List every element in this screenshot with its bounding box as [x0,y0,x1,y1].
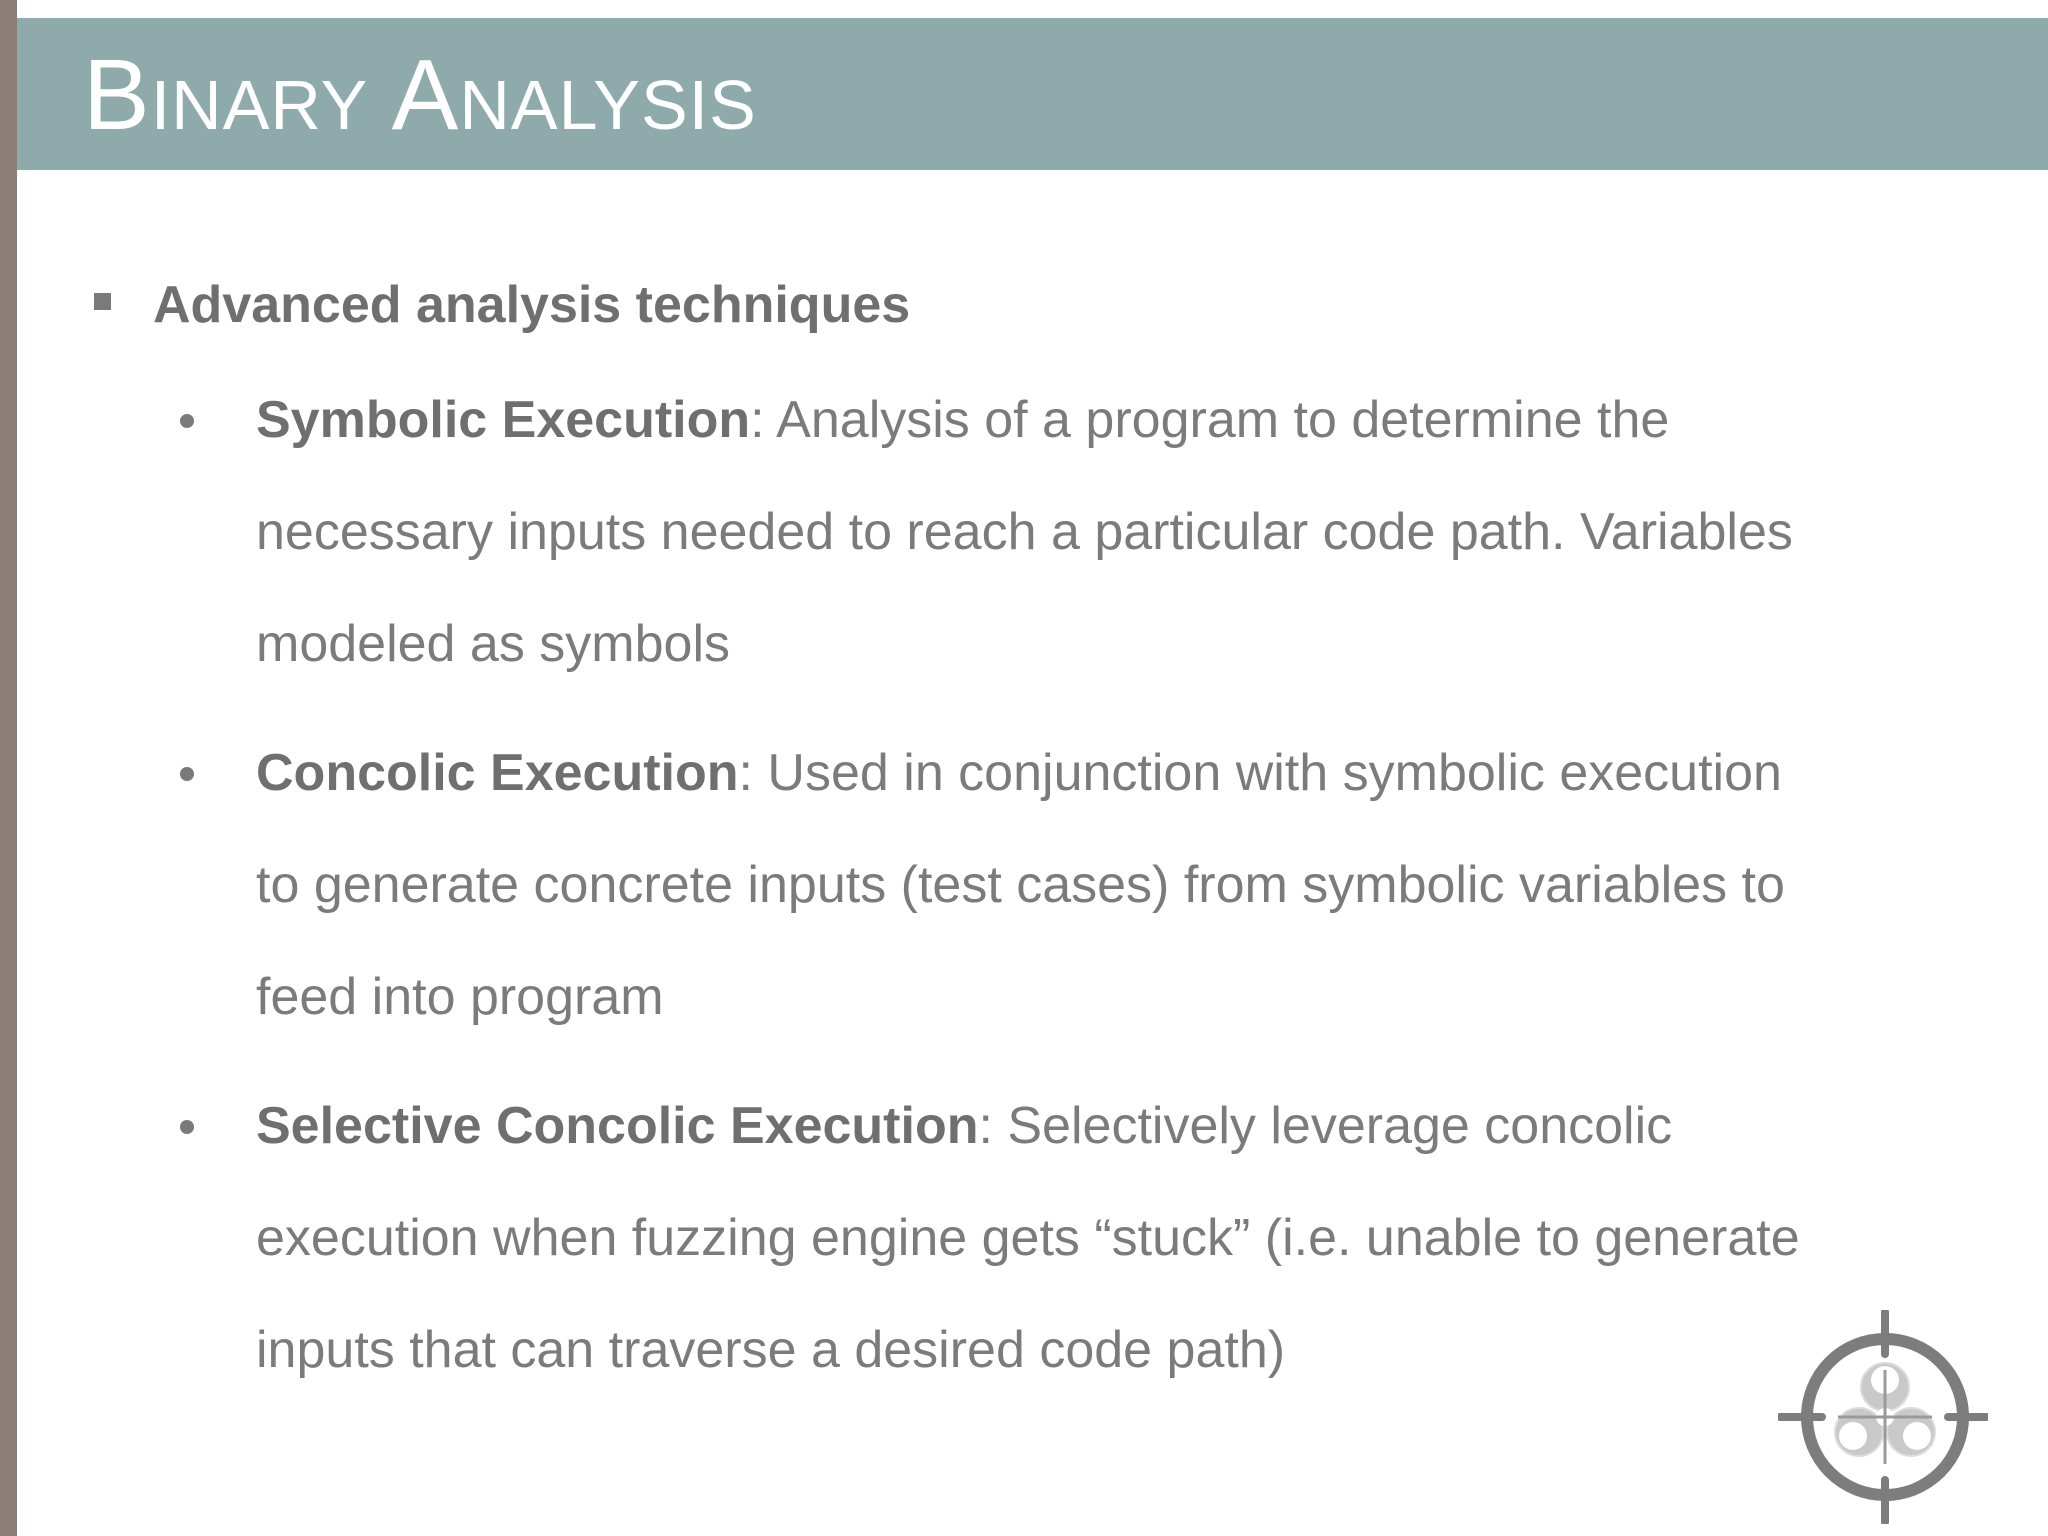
list-item-description: : Used in conjunction with symbolic execution to generate concrete inputs (test cases) from symbolic variables to feed into program [256,744,1785,1026]
list-item-description: : Selectively leverage concolic execution when fuzzing engine gets “stuck” (i.e. unable to generate inputs that can traverse a desired code path) [256,1097,1800,1379]
list-item-term: Concolic Execution [256,744,739,802]
list-item-term: Symbolic Execution [256,391,751,449]
list-item-text [256,717,1816,1053]
bullet-dot-icon [180,1120,194,1134]
list-item-text [256,1070,1816,1406]
square-bullet-icon [94,293,111,310]
section-heading: Advanced analysis techniques [153,276,911,334]
slide-title: Binary Analysis [83,39,757,151]
bullet-dot-icon [180,414,194,428]
bullet-dot-icon [180,767,194,781]
list-item-description: : Analysis of a program to determine the necessary inputs needed to reach a particular code path. Variables modeled as symbols [256,391,1793,673]
list-item-term: Selective Concolic Execution [256,1097,979,1155]
biohazard-crosshair-icon [1778,1310,1988,1524]
list-item-text [256,364,1816,700]
